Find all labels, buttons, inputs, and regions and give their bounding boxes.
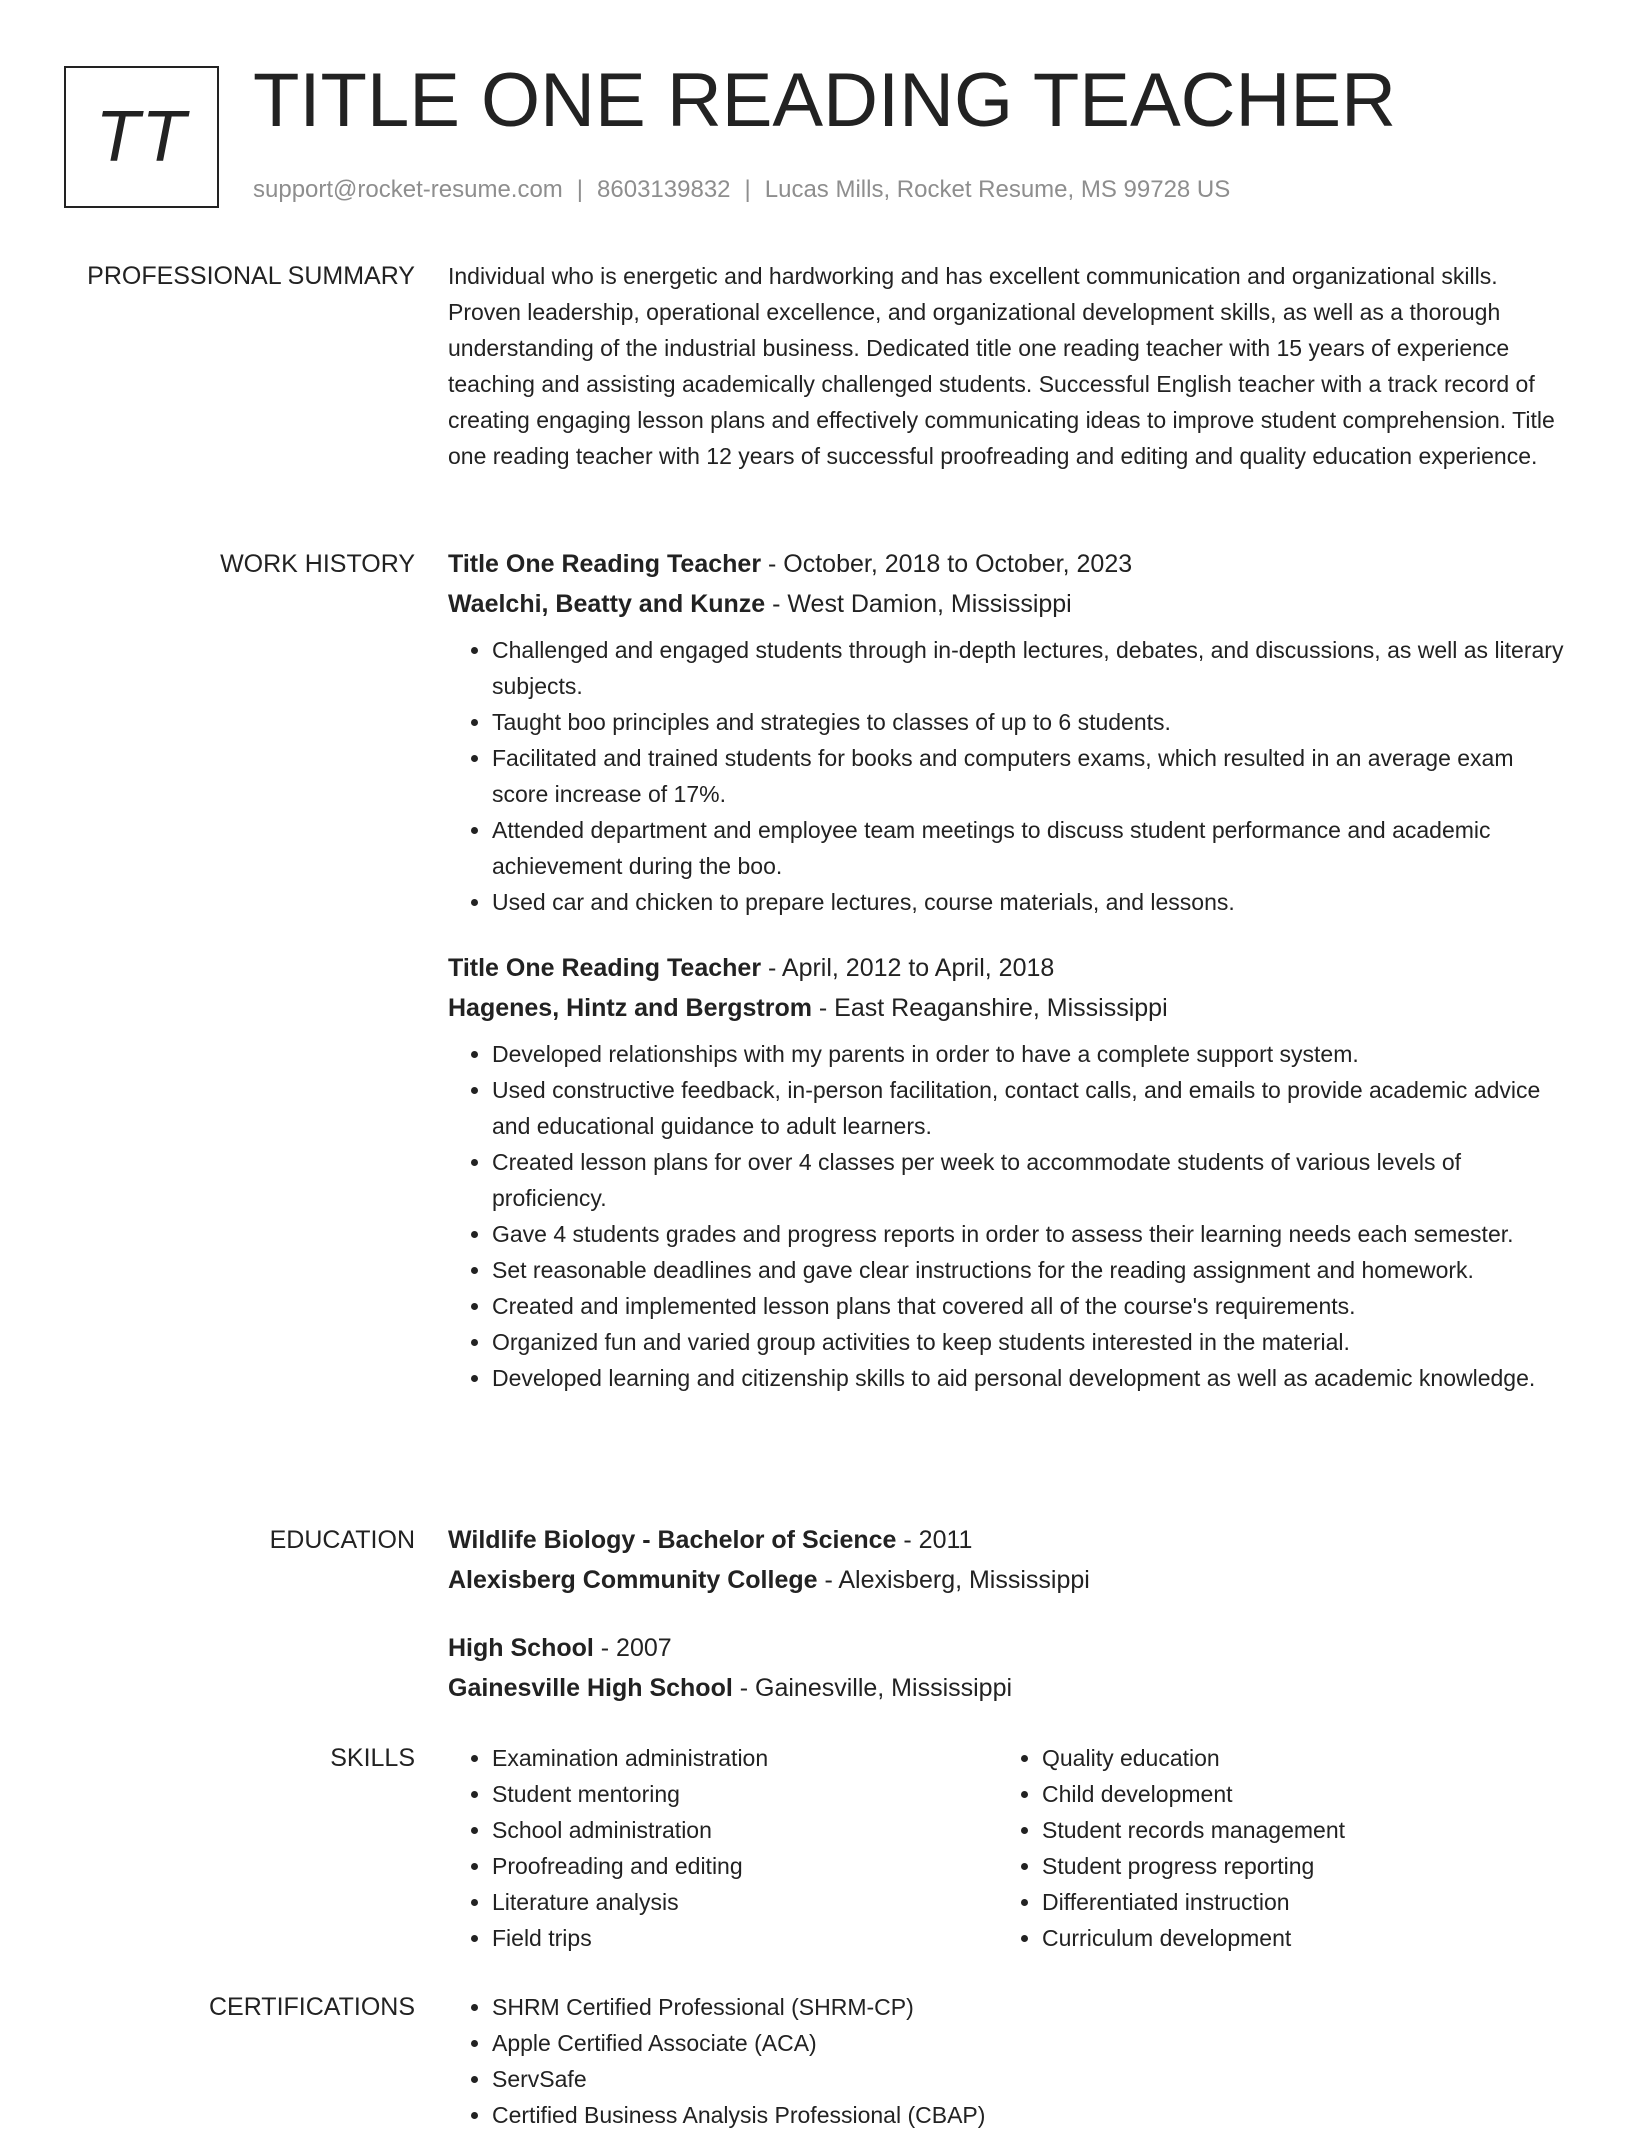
certifications-heading: CERTIFICATIONS [208,1993,415,2021]
certification-item: • ServSafe [492,2061,1570,2097]
resume-title: TITLE ONE READING TEACHER [253,58,1397,143]
education-degree-line [448,1628,1570,1668]
job-location: - West Damion, Mississippi [765,590,1072,618]
education-year: - 2011 [896,1526,973,1554]
job-bullet: • Facilitated and trained students for books and computers exams, which resulted in an average exam score increase of 17%. [492,740,1570,812]
summary-text: Individual who is energetic and hardworking and has excellent communication and organizational skills. Proven leadership, operational excellence, and organizational development skills, as well as a thorough understanding of the industrial business. Dedicated title one reading teacher with 15 years of experience teaching and assisting academically challenged students. Successful English teacher with a track record of creating engaging lesson plans and effectively communicating ideas to improve student comprehension. Title one reading teacher with 12 years of successful proofreading and editing and quality education experience. [448,263,1555,469]
job-title-line [448,544,1570,584]
contact-address: Lucas Mills, Rocket Resume, MS 99728 US [764,176,1231,203]
job-bullet: • Attended department and employee team meetings to discuss student performance and academic achievement during the boo. [492,812,1570,884]
job-company: Hagenes, Hintz and Bergstrom [448,994,812,1022]
certifications-list [448,1989,1570,2133]
skill-item: • Quality education [1042,1740,1548,1776]
skills-list-left [448,1740,998,1956]
education-school: Gainesville High School [448,1674,733,1702]
job-bullet: • Developed learning and citizenship skills to aid personal development as well as academic knowledge. [492,1360,1570,1396]
job-title-line [448,948,1570,988]
job-bullet: • Developed relationships with my parents in order to have a complete support system. [492,1036,1570,1072]
job-bullet: • Used car and chicken to prepare lectures, course materials, and lessons. [492,884,1570,920]
job-entry [448,544,1570,920]
job-entry [448,948,1570,1396]
skill-item: • Child development [1042,1776,1548,1812]
education-list [448,1520,1570,1736]
education-year: - 2007 [593,1634,672,1662]
education-location: - Alexisberg, Mississippi [817,1566,1090,1594]
skill-item: • Student mentoring [492,1776,998,1812]
job-bullet: • Created lesson plans for over 4 classes per week to accommodate students of various levels of proficiency. [492,1144,1570,1216]
certification-item: • Certified Business Analysis Professional (CBAP) [492,2097,1570,2133]
education-school-line [448,1560,1570,1600]
skill-item: • Curriculum development [1042,1920,1548,1956]
job-title: Title One Reading Teacher [448,550,762,578]
certification-item: • Apple Certified Associate (ACA) [492,2025,1570,2061]
skills-heading: SKILLS [330,1744,415,1772]
job-bullet: • Challenged and engaged students through in-depth lectures, debates, and discussions, as well as literary subjects. [492,632,1570,704]
job-company-line [448,584,1570,624]
education-degree: Wildlife Biology - Bachelor of Science [448,1526,897,1554]
job-bullet: • Organized fun and varied group activities to keep students interested in the material. [492,1324,1570,1360]
education-heading: EDUCATION [269,1526,415,1554]
contact-email[interactable]: support@rocket-resume.com [253,176,563,203]
skill-item: • Field trips [492,1920,998,1956]
job-dates: - October, 2018 to October, 2023 [761,550,1133,578]
summary-heading: PROFESSIONAL SUMMARY [87,262,415,290]
skill-item: • Literature analysis [492,1884,998,1920]
skills-list-right [998,1740,1548,1956]
job-company: Waelchi, Beatty and Kunze [448,590,766,618]
education-degree: High School [448,1634,594,1662]
job-bullet: • Set reasonable deadlines and gave clear instructions for the reading assignment and homework. [492,1252,1570,1288]
job-bullet: • Created and implemented lesson plans that covered all of the course's requirements. [492,1288,1570,1324]
job-bullet: • Gave 4 students grades and progress reports in order to assess their learning needs each semester. [492,1216,1570,1252]
monogram-logo [64,66,219,208]
job-dates: - April, 2012 to April, 2018 [761,954,1055,982]
job-title: Title One Reading Teacher [448,954,762,982]
contact-separator: | [744,176,751,203]
education-school-line [448,1668,1570,1708]
job-company-line [448,988,1570,1028]
skill-item: • Student progress reporting [1042,1848,1548,1884]
work-history-list [448,544,1570,1424]
job-bullets [448,632,1570,920]
contact-phone[interactable]: 8603139832 [597,176,731,203]
job-bullet: • Taught boo principles and strategies to classes of up to 6 students. [492,704,1570,740]
job-bullets [448,1036,1570,1396]
work-history-heading: WORK HISTORY [220,550,415,578]
job-location: - East Reaganshire, Mississippi [811,994,1168,1022]
skill-item: • Examination administration [492,1740,998,1776]
education-degree-line [448,1520,1570,1560]
certification-item: • SHRM Certified Professional (SHRM-CP) [492,1989,1570,2025]
skill-item: • Proofreading and editing [492,1848,998,1884]
skill-item: • School administration [492,1812,998,1848]
education-entry [448,1628,1570,1708]
contact-separator: | [576,176,584,203]
education-location: - Gainesville, Mississippi [732,1674,1013,1702]
education-entry [448,1520,1570,1600]
education-school: Alexisberg Community College [448,1566,818,1594]
skill-item: • Student records management [1042,1812,1548,1848]
job-bullet: • Used constructive feedback, in-person facilitation, contact calls, and emails to provide academic advice and educational guidance to adult learners. [492,1072,1570,1144]
monogram-text: TT [95,97,188,177]
contact-line [253,174,1230,206]
skill-item: • Differentiated instruction [1042,1884,1548,1920]
